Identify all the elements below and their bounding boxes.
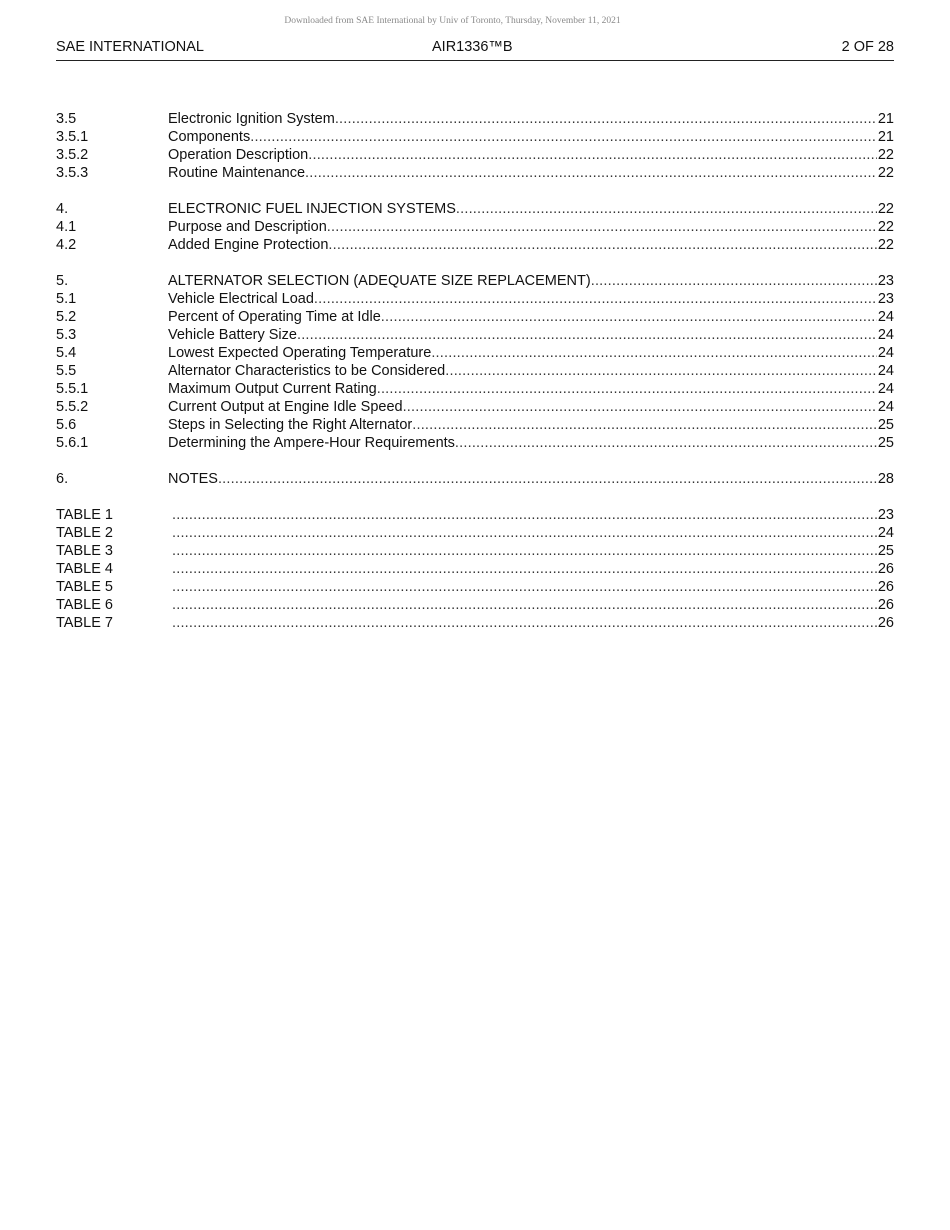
toc-entry-title: Alternator Characteristics to be Considered bbox=[168, 363, 446, 379]
toc-entry-number: 5.5.2 bbox=[56, 399, 89, 415]
toc-entry[interactable] bbox=[56, 146, 894, 164]
toc-table-label: TABLE 3 bbox=[56, 543, 113, 559]
toc-entry-title: Maximum Output Current Rating bbox=[168, 381, 377, 397]
toc-leader-dots bbox=[445, 362, 877, 380]
toc-leader-dots bbox=[305, 164, 877, 182]
toc-entry-page: 26 bbox=[877, 561, 894, 577]
toc-entry-page: 22 bbox=[877, 165, 894, 181]
toc-entry-number: 3.5 bbox=[56, 111, 77, 127]
toc-entry-page: 24 bbox=[877, 363, 894, 379]
toc-entry-number: 5.5.1 bbox=[56, 381, 89, 397]
toc-entry-line bbox=[168, 344, 894, 362]
toc-entry-page: 23 bbox=[877, 507, 894, 523]
toc-entry[interactable] bbox=[56, 380, 894, 398]
header-document-id: AIR1336™B bbox=[432, 39, 513, 55]
toc-entry-line bbox=[168, 218, 894, 236]
toc-leader-dots bbox=[250, 128, 877, 146]
toc-entry-number: 5.6.1 bbox=[56, 435, 89, 451]
toc-entry-title: Lowest Expected Operating Temperature bbox=[168, 345, 432, 361]
toc-table-label: TABLE 7 bbox=[56, 615, 113, 631]
toc-entry-title: Determining the Ampere-Hour Requirements bbox=[168, 435, 455, 451]
toc-entry-page: 22 bbox=[877, 201, 894, 217]
toc-leader-dots bbox=[403, 398, 877, 416]
toc-entry-line bbox=[168, 398, 894, 416]
toc-table-label: TABLE 1 bbox=[56, 507, 113, 523]
toc-entry-number: 5.6 bbox=[56, 417, 77, 433]
toc-entry[interactable] bbox=[56, 236, 894, 254]
toc-entry-page: 21 bbox=[877, 129, 894, 145]
table-of-contents bbox=[56, 110, 894, 650]
toc-entry-number: 5.3 bbox=[56, 327, 77, 343]
toc-entry-title: ALTERNATOR SELECTION (ADEQUATE SIZE REPLACEMENT) bbox=[168, 273, 591, 289]
header-organization: SAE INTERNATIONAL bbox=[56, 39, 204, 55]
toc-entry-number: 6. bbox=[56, 471, 69, 487]
toc-entry-line bbox=[172, 614, 894, 632]
toc-entry-line bbox=[172, 560, 894, 578]
toc-entry-line bbox=[168, 380, 894, 398]
toc-leader-dots bbox=[455, 434, 877, 452]
toc-leader-dots bbox=[172, 524, 877, 542]
page-header bbox=[56, 38, 894, 61]
header-page-number: 2 OF 28 bbox=[841, 39, 894, 55]
toc-entry-page: 24 bbox=[877, 525, 894, 541]
toc-entry-number: 5.1 bbox=[56, 291, 77, 307]
toc-leader-dots bbox=[172, 506, 877, 524]
toc-entry-number: 5. bbox=[56, 273, 69, 289]
toc-entry-page: 23 bbox=[877, 273, 894, 289]
toc-table-entry[interactable] bbox=[56, 614, 894, 632]
toc-entry-title: ELECTRONIC FUEL INJECTION SYSTEMS bbox=[168, 201, 456, 217]
toc-section-group bbox=[56, 110, 894, 182]
toc-entry-page: 26 bbox=[877, 579, 894, 595]
toc-entry-line bbox=[172, 506, 894, 524]
toc-entry-number: 5.4 bbox=[56, 345, 77, 361]
toc-table-label: TABLE 5 bbox=[56, 579, 113, 595]
toc-entry-line bbox=[172, 578, 894, 596]
toc-entry-title: Routine Maintenance bbox=[168, 165, 306, 181]
toc-entry[interactable] bbox=[56, 128, 894, 146]
toc-entry-page: 28 bbox=[877, 471, 894, 487]
toc-table-entry[interactable] bbox=[56, 578, 894, 596]
toc-entry-line bbox=[172, 596, 894, 614]
toc-entry-page: 26 bbox=[877, 597, 894, 613]
toc-leader-dots bbox=[412, 416, 877, 434]
toc-tables-group bbox=[56, 506, 894, 632]
toc-entry-line bbox=[168, 308, 894, 326]
toc-entry-title: NOTES bbox=[168, 471, 218, 487]
toc-table-entry[interactable] bbox=[56, 524, 894, 542]
toc-entry[interactable] bbox=[56, 434, 894, 452]
toc-entry-number: 3.5.1 bbox=[56, 129, 89, 145]
toc-entry-title: Steps in Selecting the Right Alternator bbox=[168, 417, 413, 433]
toc-entry-title: Electronic Ignition System bbox=[168, 111, 335, 127]
toc-entry-line bbox=[168, 110, 894, 128]
toc-entry-number: 3.5.3 bbox=[56, 165, 89, 181]
toc-entry-page: 26 bbox=[877, 615, 894, 631]
toc-entry-line bbox=[168, 290, 894, 308]
toc-leader-dots bbox=[172, 578, 877, 596]
toc-entry-title: Current Output at Engine Idle Speed bbox=[168, 399, 403, 415]
toc-entry-page: 24 bbox=[877, 309, 894, 325]
toc-entry[interactable] bbox=[56, 272, 894, 290]
toc-table-label: TABLE 2 bbox=[56, 525, 113, 541]
toc-leader-dots bbox=[381, 308, 877, 326]
toc-leader-dots bbox=[297, 326, 877, 344]
toc-section-group bbox=[56, 272, 894, 452]
toc-leader-dots bbox=[327, 218, 877, 236]
toc-entry-line bbox=[168, 326, 894, 344]
toc-table-label: TABLE 4 bbox=[56, 561, 113, 577]
toc-entry-page: 23 bbox=[877, 291, 894, 307]
toc-entry-line bbox=[168, 470, 894, 488]
toc-entry-line bbox=[168, 362, 894, 380]
toc-entry[interactable] bbox=[56, 218, 894, 236]
toc-entry-line bbox=[168, 416, 894, 434]
toc-entry-page: 25 bbox=[877, 543, 894, 559]
toc-leader-dots bbox=[456, 200, 877, 218]
toc-entry-line bbox=[168, 146, 894, 164]
toc-entry-line bbox=[168, 434, 894, 452]
toc-entry[interactable] bbox=[56, 470, 894, 488]
toc-entry-page: 24 bbox=[877, 381, 894, 397]
toc-leader-dots bbox=[314, 290, 877, 308]
toc-entry[interactable] bbox=[56, 200, 894, 218]
toc-entry-page: 21 bbox=[877, 111, 894, 127]
toc-entry[interactable] bbox=[56, 164, 894, 182]
download-watermark: Downloaded from SAE International by Univ of Toronto, Thursday, November 11, 2021 bbox=[284, 16, 621, 26]
toc-leader-dots bbox=[431, 344, 877, 362]
toc-entry[interactable] bbox=[56, 344, 894, 362]
toc-entry-line bbox=[172, 524, 894, 542]
toc-leader-dots bbox=[328, 236, 876, 254]
toc-leader-dots bbox=[308, 146, 877, 164]
toc-table-entry[interactable] bbox=[56, 560, 894, 578]
toc-entry-line bbox=[168, 128, 894, 146]
toc-entry-page: 24 bbox=[877, 399, 894, 415]
toc-entry-title: Operation Description bbox=[168, 147, 309, 163]
toc-entry-line bbox=[168, 236, 894, 254]
toc-entry-title: Vehicle Battery Size bbox=[168, 327, 297, 343]
toc-entry-page: 22 bbox=[877, 147, 894, 163]
toc-section-group bbox=[56, 470, 894, 488]
toc-leader-dots bbox=[377, 380, 877, 398]
toc-entry[interactable] bbox=[56, 362, 894, 380]
toc-leader-dots bbox=[172, 614, 877, 632]
toc-leader-dots bbox=[335, 110, 877, 128]
toc-entry-line bbox=[168, 164, 894, 182]
toc-table-entry[interactable] bbox=[56, 506, 894, 524]
toc-leader-dots bbox=[172, 596, 877, 614]
toc-entry-page: 25 bbox=[877, 417, 894, 433]
toc-entry-number: 5.5 bbox=[56, 363, 77, 379]
toc-entry-page: 24 bbox=[877, 327, 894, 343]
toc-table-entry[interactable] bbox=[56, 542, 894, 560]
toc-entry-page: 22 bbox=[877, 219, 894, 235]
toc-table-entry[interactable] bbox=[56, 596, 894, 614]
toc-entry[interactable] bbox=[56, 398, 894, 416]
toc-entry-number: 4.1 bbox=[56, 219, 77, 235]
toc-section-group bbox=[56, 200, 894, 254]
toc-entry-line bbox=[168, 200, 894, 218]
toc-entry[interactable] bbox=[56, 110, 894, 128]
toc-entry-title: Purpose and Description bbox=[168, 219, 327, 235]
toc-leader-dots bbox=[218, 470, 877, 488]
toc-leader-dots bbox=[591, 272, 877, 290]
toc-leader-dots bbox=[172, 542, 877, 560]
toc-entry[interactable] bbox=[56, 326, 894, 344]
toc-entry[interactable] bbox=[56, 308, 894, 326]
toc-table-label: TABLE 6 bbox=[56, 597, 113, 613]
toc-entry-page: 22 bbox=[877, 237, 894, 253]
toc-entry-title: Components bbox=[168, 129, 251, 145]
toc-entry-number: 3.5.2 bbox=[56, 147, 89, 163]
toc-entry-title: Vehicle Electrical Load bbox=[168, 291, 314, 307]
toc-leader-dots bbox=[172, 560, 877, 578]
toc-entry-line bbox=[168, 272, 894, 290]
toc-entry[interactable] bbox=[56, 290, 894, 308]
toc-entry-title: Added Engine Protection bbox=[168, 237, 329, 253]
toc-entry-number: 5.2 bbox=[56, 309, 77, 325]
toc-entry-title: Percent of Operating Time at Idle bbox=[168, 309, 381, 325]
toc-entry-number: 4. bbox=[56, 201, 69, 217]
toc-entry-page: 25 bbox=[877, 435, 894, 451]
toc-entry[interactable] bbox=[56, 416, 894, 434]
toc-entry-line bbox=[172, 542, 894, 560]
toc-entry-page: 24 bbox=[877, 345, 894, 361]
toc-entry-number: 4.2 bbox=[56, 237, 77, 253]
